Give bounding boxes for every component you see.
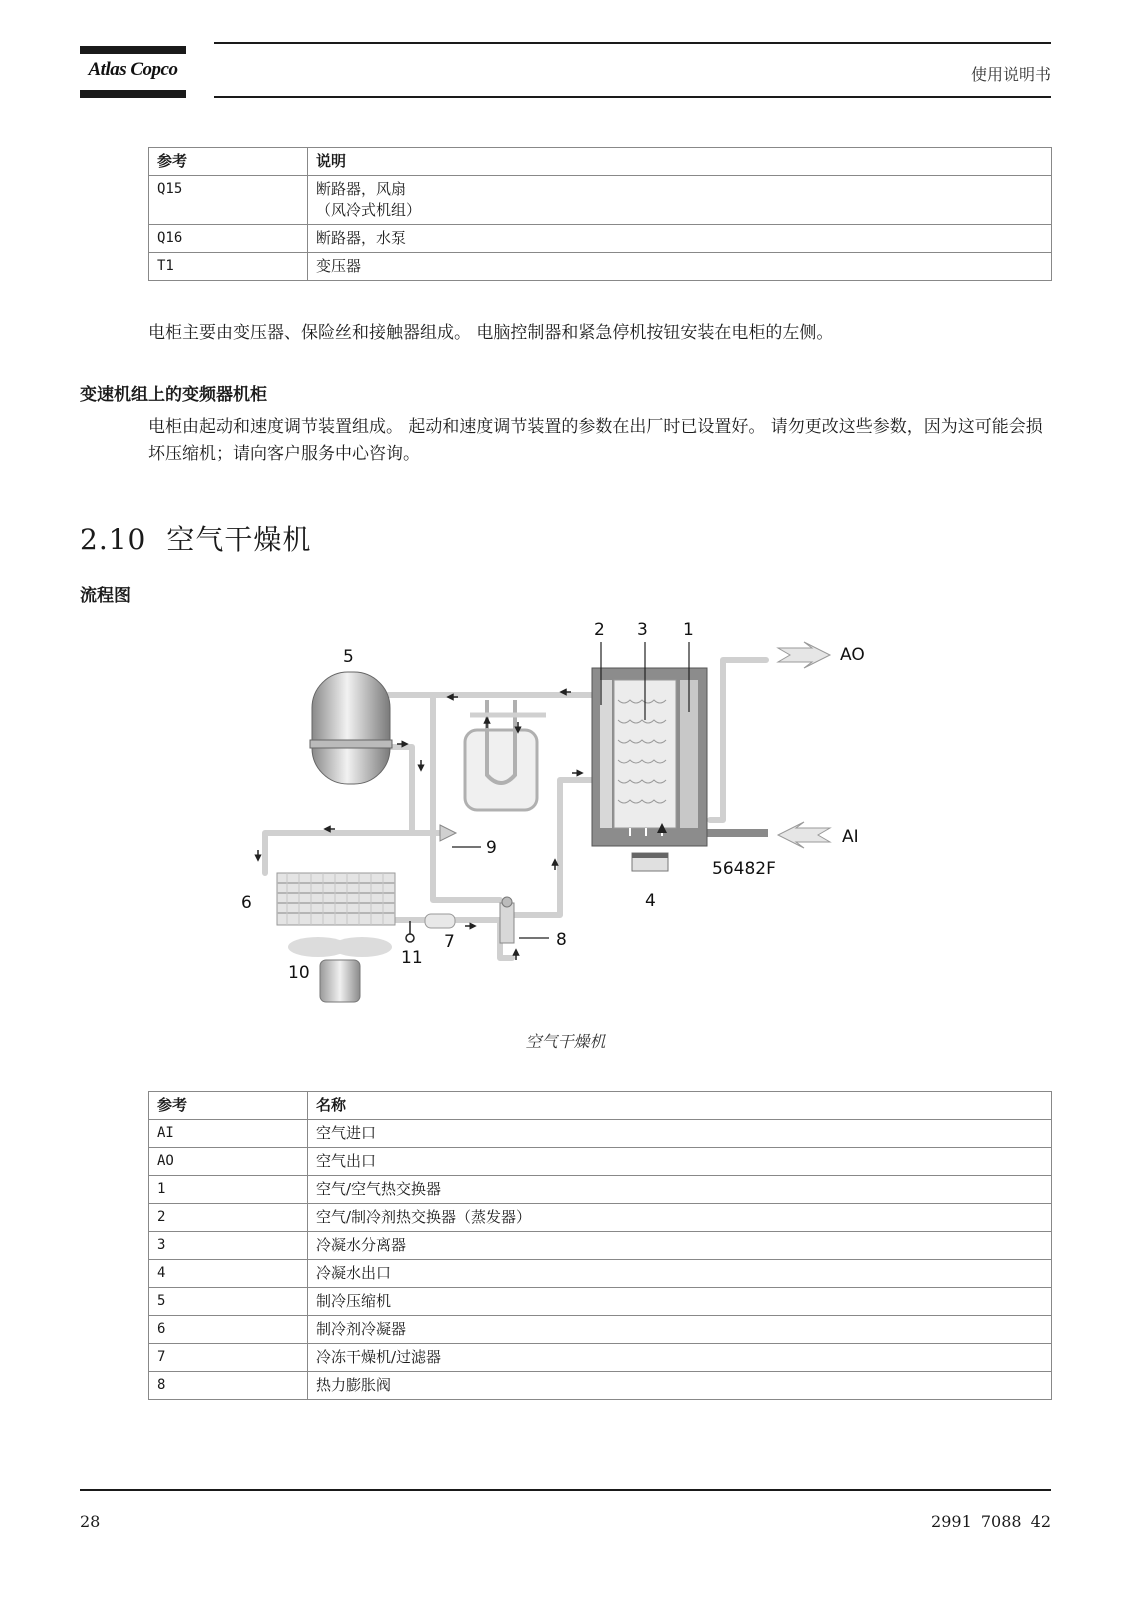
label-ai: AI	[842, 827, 859, 847]
cell-ref: 7	[149, 1344, 308, 1372]
label-8: 8	[556, 930, 567, 950]
cell-ref: Q15	[149, 176, 308, 225]
doc-type: 使用说明书	[970, 65, 1051, 84]
cell-ref: AO	[149, 1148, 308, 1176]
cell-name: 冷冻干燥机/过滤器	[308, 1344, 1052, 1372]
section-title: 空气干燥机	[166, 523, 312, 556]
label-11: 11	[401, 948, 423, 968]
table-header-row	[149, 1092, 1052, 1120]
footer-rule	[80, 1489, 1051, 1491]
label-ao: AO	[840, 645, 865, 665]
col-header-desc: 说明	[308, 148, 1052, 176]
ai-inlet-pipe	[706, 829, 768, 837]
cell-name: 空气/空气热交换器	[308, 1176, 1052, 1204]
cell-name: 空气进口	[308, 1120, 1052, 1148]
cell-ref: 3	[149, 1232, 308, 1260]
cell-desc: 断路器，水泵	[308, 225, 1052, 253]
logo-text: Atlas Copco	[88, 59, 178, 80]
ao-arrow	[778, 642, 830, 668]
cell-name: 热力膨胀阀	[308, 1372, 1052, 1400]
cell-ref: 6	[149, 1316, 308, 1344]
refrigerant-condenser	[277, 873, 395, 925]
label-5: 5	[343, 647, 354, 667]
cell-ref: T1	[149, 253, 308, 281]
cell-name: 制冷剂冷凝器	[308, 1316, 1052, 1344]
table-row	[149, 1288, 1052, 1316]
document-number: 2991 7088 42	[931, 1512, 1051, 1531]
cell-name: 空气出口	[308, 1148, 1052, 1176]
cell-ref: 4	[149, 1260, 308, 1288]
table-row	[149, 1232, 1052, 1260]
heat-exchanger	[592, 668, 707, 846]
reference-table-2	[148, 1091, 1052, 1400]
label-9: 9	[486, 838, 497, 858]
label-drawing-code: 56482F	[712, 859, 776, 879]
cell-ref: Q16	[149, 225, 308, 253]
label-7: 7	[444, 932, 455, 952]
cell-name: 制冷压缩机	[308, 1288, 1052, 1316]
ai-arrow	[778, 822, 830, 848]
cell-ref: 8	[149, 1372, 308, 1400]
col-header-ref: 参考	[149, 1092, 308, 1120]
paragraph-vsd: 电柜由起动和速度调节装置组成。 起动和速度调节装置的参数在出厂时已设置好。 请勿更改这些参数，因为这可能会损坏压缩机；请向客户服务中心咨询。	[148, 417, 1043, 464]
condensate-drain	[632, 853, 668, 871]
label-6: 6	[241, 893, 252, 913]
cell-name: 空气/制冷剂热交换器（蒸发器）	[308, 1204, 1052, 1232]
cell-desc: 断路器，风扇 （风冷式机组）	[308, 176, 1052, 225]
subheading-vsd-cabinet: 变速机组上的变频器机柜	[80, 385, 267, 405]
table-row	[149, 1176, 1052, 1204]
table-row	[149, 1260, 1052, 1288]
table-row	[149, 1372, 1052, 1400]
cell-ref: 2	[149, 1204, 308, 1232]
table-row	[149, 1120, 1052, 1148]
table-row	[149, 1316, 1052, 1344]
paragraph-cabinet: 电柜主要由变压器、保险丝和接触器组成。 电脑控制器和紧急停机按钮安装在电柜的左侧。	[148, 323, 834, 343]
label-10: 10	[288, 963, 310, 983]
figure-caption: 空气干燥机	[525, 1032, 606, 1051]
section-number: 2.10	[80, 523, 147, 556]
cell-name: 冷凝水出口	[308, 1260, 1052, 1288]
col-header-name: 名称	[308, 1092, 1052, 1120]
cell-ref: 5	[149, 1288, 308, 1316]
col-header-ref: 参考	[149, 148, 308, 176]
cell-desc: 变压器	[308, 253, 1052, 281]
table-row	[149, 1344, 1052, 1372]
label-4: 4	[645, 891, 656, 911]
page-number: 28	[80, 1512, 101, 1531]
cell-name: 冷凝水分离器	[308, 1232, 1052, 1260]
label-2: 2	[594, 620, 605, 640]
cell-ref: 1	[149, 1176, 308, 1204]
hot-gas-bypass-valve	[440, 825, 456, 841]
refrigerant-compressor	[310, 672, 392, 784]
dryer-filter	[425, 914, 455, 928]
label-3: 3	[637, 620, 648, 640]
table-row	[149, 1204, 1052, 1232]
pressure-switch	[406, 921, 414, 942]
subheading-flowchart: 流程图	[80, 586, 131, 606]
label-1: 1	[683, 620, 694, 640]
table-row	[149, 1148, 1052, 1176]
liquid-separator	[465, 700, 546, 810]
cell-ref: AI	[149, 1120, 308, 1148]
expansion-valve	[500, 897, 514, 943]
